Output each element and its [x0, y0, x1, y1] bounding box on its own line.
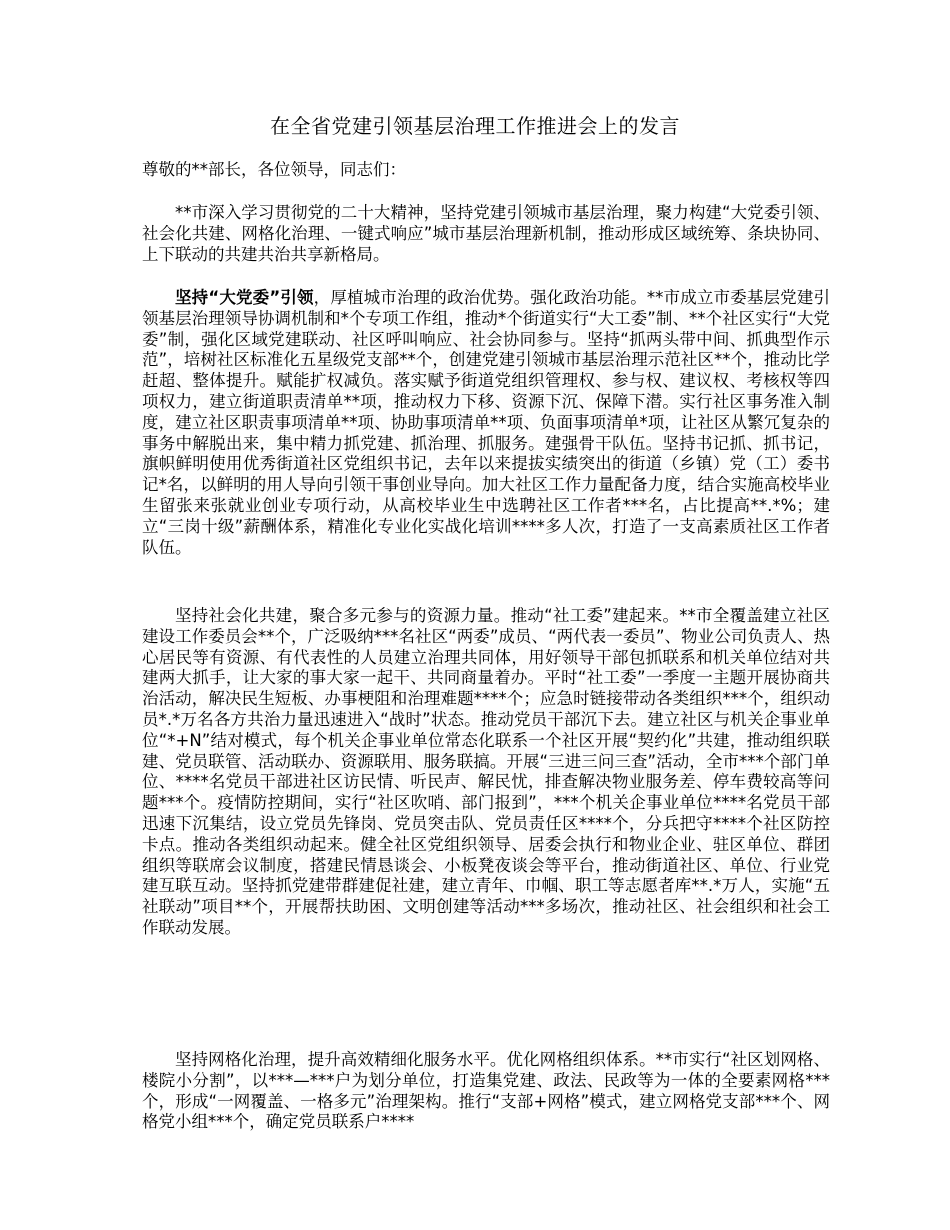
paragraph-grid-governance — [142, 1050, 830, 1133]
salutation: 尊敬的**部长，各位领导，同志们： — [142, 160, 406, 179]
document-title: 在全省党建引领基层治理工作推进会上的发言 — [270, 114, 680, 138]
paragraph-intro — [142, 203, 830, 265]
paragraph-grid-governance-text: 坚持网格化治理，提升高效精细化服务水平。优化网格组织体系。**市实行“社区划网格、楼院小分割”，以***—***户为划分单位，打造集党建、政法、民政等为一体的全要素网格***个，形成“一网覆盖、一格多元”治理架构。推行“支部+网格”模式，建立网格党支部***个、网格党小组***个，确定党员联系户**** — [142, 1050, 830, 1132]
paragraph-party-committee — [142, 288, 830, 558]
paragraph-social-coconstruction — [142, 606, 830, 939]
paragraph-social-coconstruction-text: 坚持社会化共建，聚合多元参与的资源力量。推动“社工委”建起来。**市全覆盖建立社区建设工作委员会**个，广泛吸纳***名社区“两委”成员、“两代表一委员”、物业公司负责人、热心居民等有资源、有代表性的人员建立治理共同体，用好领导干部包抓联系和机关单位结对共建两大抓手，让大家的事大家一起干、共同商量着办。平时“社工委”一季度一主题开展协商共治活动，解决民生短板、办事梗阻和治理难题****个；应急时链接带动各类组织***个，组织动员*.*万名各方共治力量迅速进入“战时”状态。推动党员干部沉下去。建立社区与机关企事业单位“*+N”结对模式，每个机关企事业单位常态化联系一个社区开展“契约化”共建，推动组织联建、党员联管、活动联办、资源联用、服务联搞。开展“三进三问三查”活动，全市***个部门单位、****名党员干部进社区访民情、听民声、解民忧，排查解决物业服务差、停车费较高等问题***个。疫情防控期间，实行“社区吹哨、部门报到”，***个机关企事业单位****名党员干部迅速下沉集结，设立党员先锋岗、党员突击队、党员责任区****个，分兵把守****个社区防控卡点。推动各类组织动起来。健全社区党组织领导、居委会执行和物业企业、驻区单位、群团组织等联席会议制度，搭建民情恳谈会、小板凳夜谈会等平台，推动街道社区、单位、行业党建互联互动。坚持抓党建带群建促社建，建立青年、巾帼、职工等志愿者库**.*万人，实施“五社联动”项目**个，开展帮扶助困、文明创建等活动***多场次，推动社区、社会组织和社会工作联动发展。 — [142, 606, 830, 937]
paragraph-party-committee-text: ，厚植城市治理的政治优势。强化政治功能。**市成立市委基层党建引领基层治理领导协调机制和*个专项工作组，推动*个街道实行“大工委”制、**个社区实行“大党委”制，强化区域党建联动、社区呼叫响应、社会协同参与。坚持“抓两头带中间、抓典型作示范”，培树社区标准化五星级党支部**个，创建党建引领城市基层治理示范社区**个，推动比学赶超、整体提升。赋能扩权减负。落实赋予街道党组织管理权、参与权、建议权、考核权等四项权力，建立街道职责清单**项，推动权力下移、资源下沉、保障下潜。实行社区事务准入制度，建立社区职责事项清单**项、协助事项清单**项、负面事项清单*项，让社区从繁冗复杂的事务中解脱出来，集中精力抓党建、抓治理、抓服务。建强骨干队伍。坚持书记抓、抓书记，旗帜鲜明使用优秀街道社区党组织书记，去年以来提拔实绩突出的街道（乡镇）党（工）委书记*名，以鲜明的用人导向引领干事创业导向。加大社区工作力量配备力度，结合实施高校毕业生留张来张就业创业专项行动，从高校毕业生中选聘社区工作者***名，占比提高**.*%；建立“三岗十级”薪酬体系，精准化专业化实战化培训****多人次，打造了一支高素质社区工作者队伍。 — [142, 288, 831, 557]
paragraph-party-committee-lead: 坚持“大党委”引领 — [175, 288, 314, 307]
paragraph-intro-text: **市深入学习贯彻党的二十大精神，坚持党建引领城市基层治理，聚力构建“大党委引领、社会化共建、网格化治理、一键式响应”城市基层治理新机制，推动形成区域统筹、条块协同、上下联动的共建共治共享新格局。 — [142, 203, 830, 264]
